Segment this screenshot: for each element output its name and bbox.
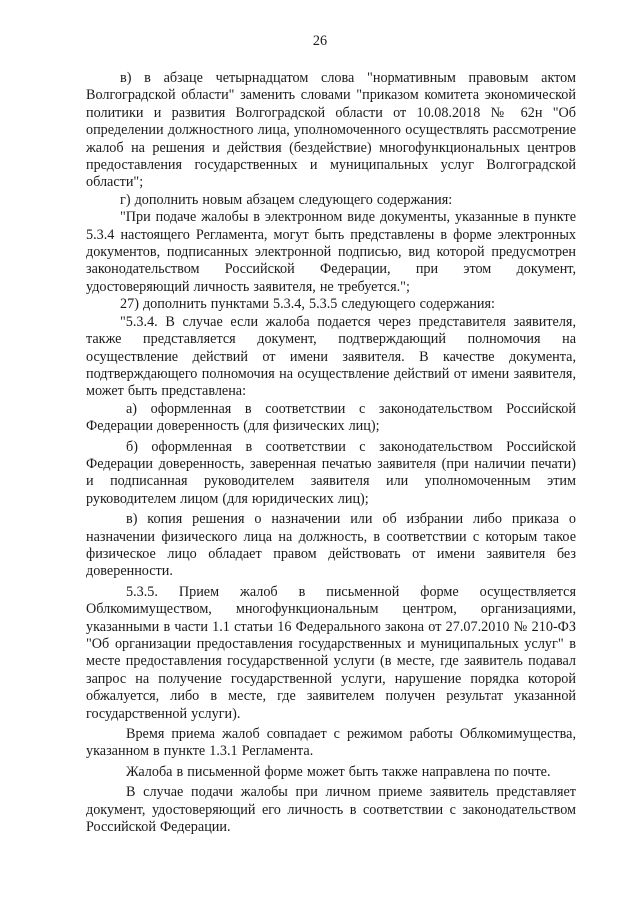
document-body <box>86 70 576 836</box>
paragraph-5-3-4: "5.3.4. В случае если жалоба подается через представителя заявителя, также представляется документ, подтверждающий полномочия на осуществление действий от имени заявителя. В качестве документа, подтверждающего полномочия на осуществление действий от имени заявителя, может быть представлена: <box>86 313 576 400</box>
paragraph-item-27: 27) дополнить пунктами 5.3.4, 5.3.5 следующего содержания: <box>120 296 495 313</box>
page-number: 26 <box>312 33 328 49</box>
paragraph-5-3-4-b: б) оформленная в соответствии с законодательством Российской Федерации доверенность, заверенная печатью заявителя (при наличии печати) и подписанная руководителем заявителя или уполномоченным этим руководителем лицом (для юридических лиц); <box>86 438 576 507</box>
paragraph-quoted-electronic-filing: "При подаче жалобы в электронном виде документы, указанные в пункте 5.3.4 настоящего Регламента, могут быть представлены в форме электронных документов, подписанных электронной подписью, вид которой предусмотрен законодательством Российской Федерации, при этом документ, удостоверяющий личность заявителя, не требуется."; <box>86 209 576 295</box>
paragraph-mail-submission: Жалоба в письменной форме может быть также направлена по почте. <box>126 763 551 780</box>
paragraph-5-3-4-v: в) копия решения о назначении или об избрании либо приказа о назначении физического лица на должность, в соответствии с которым такое физическое лицо обладает правом действовать от имени заявителя без доверенности. <box>86 511 576 580</box>
paragraph-item-g: г) дополнить новым абзацем следующего содержания: <box>120 191 453 208</box>
paragraph-item-v: в) в абзаце четырнадцатом слова "нормативным правовым актом Волгоградской области" заменить словами "приказом комитета экономической политики и развития Волгоградской области от 10.08.2018 № 62н "Об определении должностного лица, уполномоченного осуществлять рассмотрение жалоб на решения и действия (бездействие) многофункциональных центров предоставления государственных и муниципальных услуг Волгоградской области"; <box>86 70 576 191</box>
paragraph-5-3-4-a: а) оформленная в соответствии с законодательством Российской Федерации доверенность (для физических лиц); <box>86 400 576 435</box>
paragraph-reception-time: Время приема жалоб совпадает с режимом работы Облкомимущества, указанном в пункте 1.3.1 Регламента. <box>86 726 576 760</box>
paragraph-5-3-5: 5.3.5. Прием жалоб в письменной форме осуществляется Облкомимуществом, многофункциональным центром, организациями, указанными в части 1.1 статьи 16 Федерального закона от 27.07.2010 № 210-ФЗ "Об организации предоставления государственных и муниципальных услуг" в месте предоставления государственной услуги (в месте, где заявитель подавал запрос на получение государственной услуги, нарушение порядка которой обжалуется, либо в месте, где заявителем получен результат указанной государственной услуги). <box>86 583 576 722</box>
paragraph-personal-reception: В случае подачи жалобы при личном приеме заявитель представляет документ, удостоверяющий его личность в соответствии с законодательством Российской Федерации. <box>86 784 576 836</box>
